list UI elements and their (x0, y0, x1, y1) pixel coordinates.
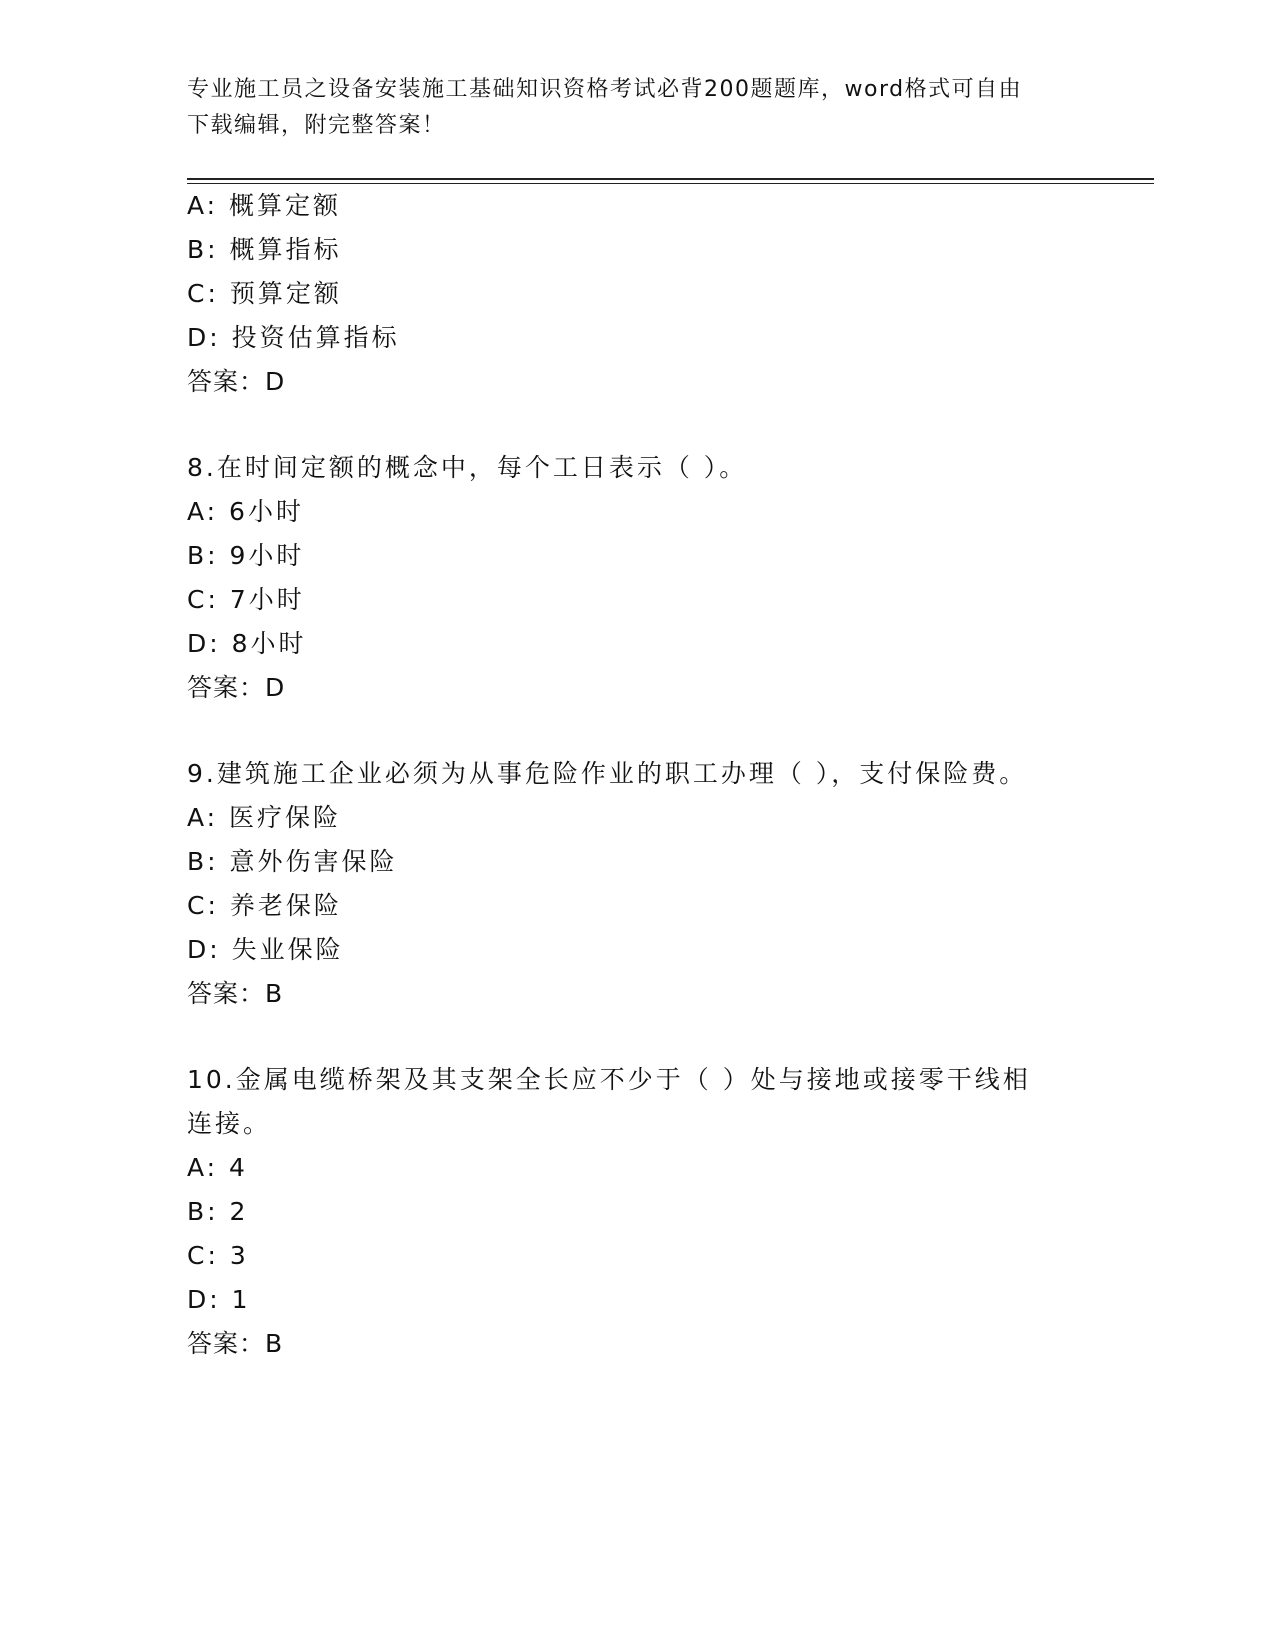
header-divider (187, 178, 1154, 184)
q9-question: 9.建筑施工企业必须为从事危险作业的职工办理（ ），支付保险费。 (187, 759, 1028, 788)
q7-option-c: C: 预算定额 (187, 279, 342, 308)
q9-option-c: C: 养老保险 (187, 891, 342, 920)
q8-question: 8.在时间定额的概念中，每个工日表示（ ）。 (187, 453, 748, 482)
q8-option-a: A: 6小时 (187, 497, 304, 526)
q10-answer: 答案：B (187, 1329, 284, 1358)
document-header (187, 72, 1067, 144)
q7-option-a: A: 概算定额 (187, 191, 342, 220)
q10-question-line-1: 10.金属电缆桥架及其支架全长应不少于（ ）处与接地或接零干线相 (187, 1065, 1031, 1094)
header-line-1: 专业施工员之设备安装施工基础知识资格考试必背200题题库，word格式可自由 (187, 77, 1023, 102)
q8-option-c: C: 7小时 (187, 585, 305, 614)
q7-answer: 答案：D (187, 367, 286, 396)
q10-option-b: B: 2 (187, 1197, 249, 1226)
header-line-2: 下载编辑，附完整答案！ (187, 113, 446, 138)
q10-option-c: C: 3 (187, 1241, 249, 1270)
q8-option-b: B: 9小时 (187, 541, 305, 570)
q7-option-b: B: 概算指标 (187, 235, 342, 264)
q9-option-a: A: 医疗保险 (187, 803, 342, 832)
q10-option-a: A: 4 (187, 1153, 248, 1182)
q8-answer: 答案：D (187, 673, 286, 702)
q9-answer: 答案：B (187, 979, 284, 1008)
q10-question-line-2: 连接。 (187, 1109, 272, 1138)
q10-option-d: D: 1 (187, 1285, 251, 1314)
q9-option-b: B: 意外伤害保险 (187, 847, 398, 876)
q7-option-d: D: 投资估算指标 (187, 323, 400, 352)
q8-option-d: D: 8小时 (187, 629, 307, 658)
q9-option-d: D: 失业保险 (187, 935, 344, 964)
